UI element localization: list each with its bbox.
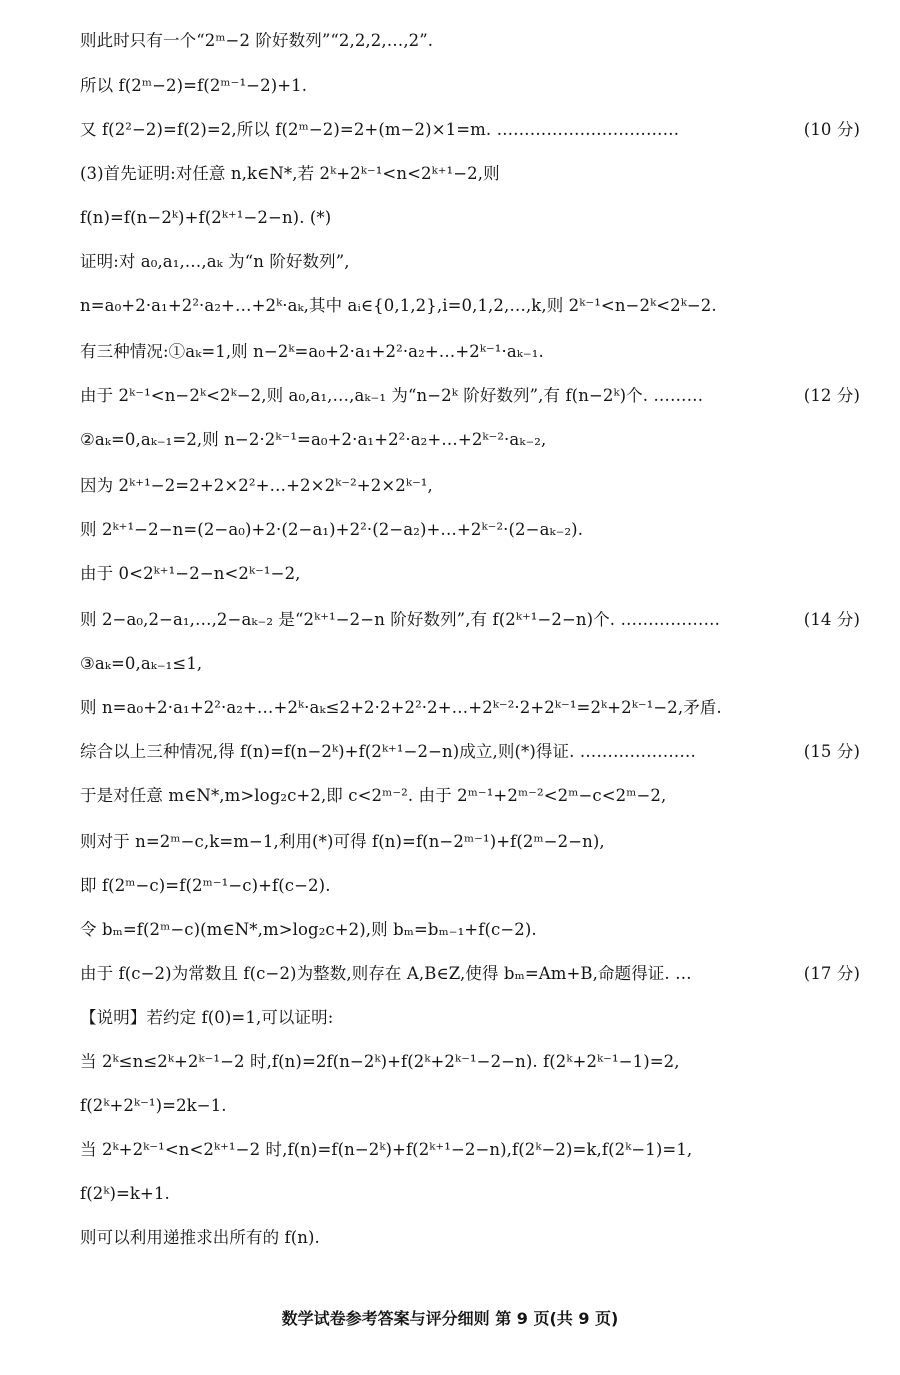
score-marker: (15 分) [803,742,860,761]
line-text: 当 2ᵏ≤n≤2ᵏ+2ᵏ⁻¹−2 时,f(n)=2f(n−2ᵏ)+f(2ᵏ+2ᵏ⁻¹−2−n). f(2ᵏ+2ᵏ⁻¹−1)=2, [80,1052,680,1071]
line-text: 【说明】若约定 f(0)=1,可以证明: [80,1008,334,1027]
line-text: 证明:对 a₀,a₁,…,aₖ 为“n 阶好数列”, [80,252,350,271]
score-marker: (14 分) [803,610,860,629]
line-text: 由于 2ᵏ⁻¹<n−2ᵏ<2ᵏ−2,则 a₀,a₁,…,aₖ₋₁ 为“n−2ᵏ 阶好数列”,有 f(n−2ᵏ)个. ……… [80,386,704,405]
line-text: f(n)=f(n−2ᵏ)+f(2ᵏ⁺¹−2−n). (*) [80,208,332,227]
text-line [80,740,860,764]
text-line [80,428,860,452]
line-text: 即 f(2ᵐ−c)=f(2ᵐ⁻¹−c)+f(c−2). [80,876,331,895]
line-text: 有三种情况:①aₖ=1,则 n−2ᵏ=a₀+2·a₁+2²·a₂+…+2ᵏ⁻¹·aₖ₋₁. [80,342,544,361]
line-text: 则可以利用递推求出所有的 f(n). [80,1228,320,1247]
line-text: 又 f(2²−2)=f(2)=2,所以 f(2ᵐ−2)=2+(m−2)×1=m. …………………………… [80,120,680,139]
text-line [80,696,860,720]
text-line [80,74,860,98]
text-line [80,250,860,274]
text-line [80,206,860,230]
line-text: 因为 2ᵏ⁺¹−2=2+2×2²+…+2×2ᵏ⁻²+2×2ᵏ⁻¹, [80,476,433,495]
line-text: n=a₀+2·a₁+2²·a₂+…+2ᵏ·aₖ,其中 aᵢ∈{0,1,2},i=0,1,2,…,k,则 2ᵏ⁻¹<n−2ᵏ<2ᵏ−2. [80,296,717,315]
line-text: 则 2ᵏ⁺¹−2−n=(2−a₀)+2·(2−a₁)+2²·(2−a₂)+…+2ᵏ⁻²·(2−aₖ₋₂). [80,520,584,539]
text-line [80,518,860,542]
score-marker: (12 分) [803,386,860,405]
text-line [80,608,860,632]
line-text: (3)首先证明:对任意 n,k∈N*,若 2ᵏ+2ᵏ⁻¹<n<2ᵏ⁺¹−2,则 [80,164,500,183]
score-marker: (17 分) [803,964,860,983]
line-text: ②aₖ=0,aₖ₋₁=2,则 n−2·2ᵏ⁻¹=a₀+2·a₁+2²·a₂+…+2ᵏ⁻²·aₖ₋₂, [80,430,547,449]
text-line [80,1138,860,1162]
line-text: 所以 f(2ᵐ−2)=f(2ᵐ⁻¹−2)+1. [80,76,308,95]
line-text: f(2ᵏ+2ᵏ⁻¹)=2k−1. [80,1096,227,1115]
line-text: ③aₖ=0,aₖ₋₁≤1, [80,654,203,673]
line-text: 当 2ᵏ+2ᵏ⁻¹<n<2ᵏ⁺¹−2 时,f(n)=f(n−2ᵏ)+f(2ᵏ⁺¹−2−n),f(2ᵏ−2)=k,f(2ᵏ−1)=1, [80,1140,693,1159]
score-marker: (10 分) [803,120,860,139]
text-line [80,384,860,408]
line-text: 由于 f(c−2)为常数且 f(c−2)为整数,则存在 A,B∈Z,使得 bₘ=Am+B,命题得证. … [80,964,692,983]
text-line [80,874,860,898]
line-text: 则此时只有一个“2ᵐ−2 阶好数列”“2,2,2,…,2”. [80,31,434,50]
text-line [80,830,860,854]
line-text: 综合以上三种情况,得 f(n)=f(n−2ᵏ)+f(2ᵏ⁺¹−2−n)成立,则(*)得证. ………………… [80,742,696,761]
line-text: f(2ᵏ)=k+1. [80,1184,170,1203]
line-text: 令 bₘ=f(2ᵐ−c)(m∈N*,m>log₂c+2),则 bₘ=bₘ₋₁+f(c−2). [80,920,537,939]
text-line [80,962,860,986]
text-line [80,1050,860,1074]
line-text: 于是对任意 m∈N*,m>log₂c+2,即 c<2ᵐ⁻². 由于 2ᵐ⁻¹+2ᵐ⁻²<2ᵐ−c<2ᵐ−2, [80,786,667,805]
line-text: 则对于 n=2ᵐ−c,k=m−1,利用(*)可得 f(n)=f(n−2ᵐ⁻¹)+f(2ᵐ−2−n), [80,832,605,851]
text-line [80,1226,860,1250]
text-line [80,918,860,942]
text-line [80,118,860,142]
text-line [80,1182,860,1206]
text-line [80,294,860,318]
text-line [80,784,860,808]
text-line [80,652,860,676]
text-line [80,162,860,186]
text-line [80,1094,860,1118]
page-footer: 数学试卷参考答案与评分细则 第 9 页(共 9 页) [281,1309,619,1328]
text-line [80,474,860,498]
text-line [80,1006,860,1030]
text-line [80,29,860,53]
line-text: 则 2−a₀,2−a₁,…,2−aₖ₋₂ 是“2ᵏ⁺¹−2−n 阶好数列”,有 f(2ᵏ⁺¹−2−n)个. ……………… [80,610,721,629]
line-text: 由于 0<2ᵏ⁺¹−2−n<2ᵏ⁻¹−2, [80,564,301,583]
text-line [80,340,860,364]
line-text: 则 n=a₀+2·a₁+2²·a₂+…+2ᵏ·aₖ≤2+2·2+2²·2+…+2ᵏ⁻²·2+2ᵏ⁻¹=2ᵏ+2ᵏ⁻¹−2,矛盾. [80,698,722,717]
text-line [80,562,860,586]
